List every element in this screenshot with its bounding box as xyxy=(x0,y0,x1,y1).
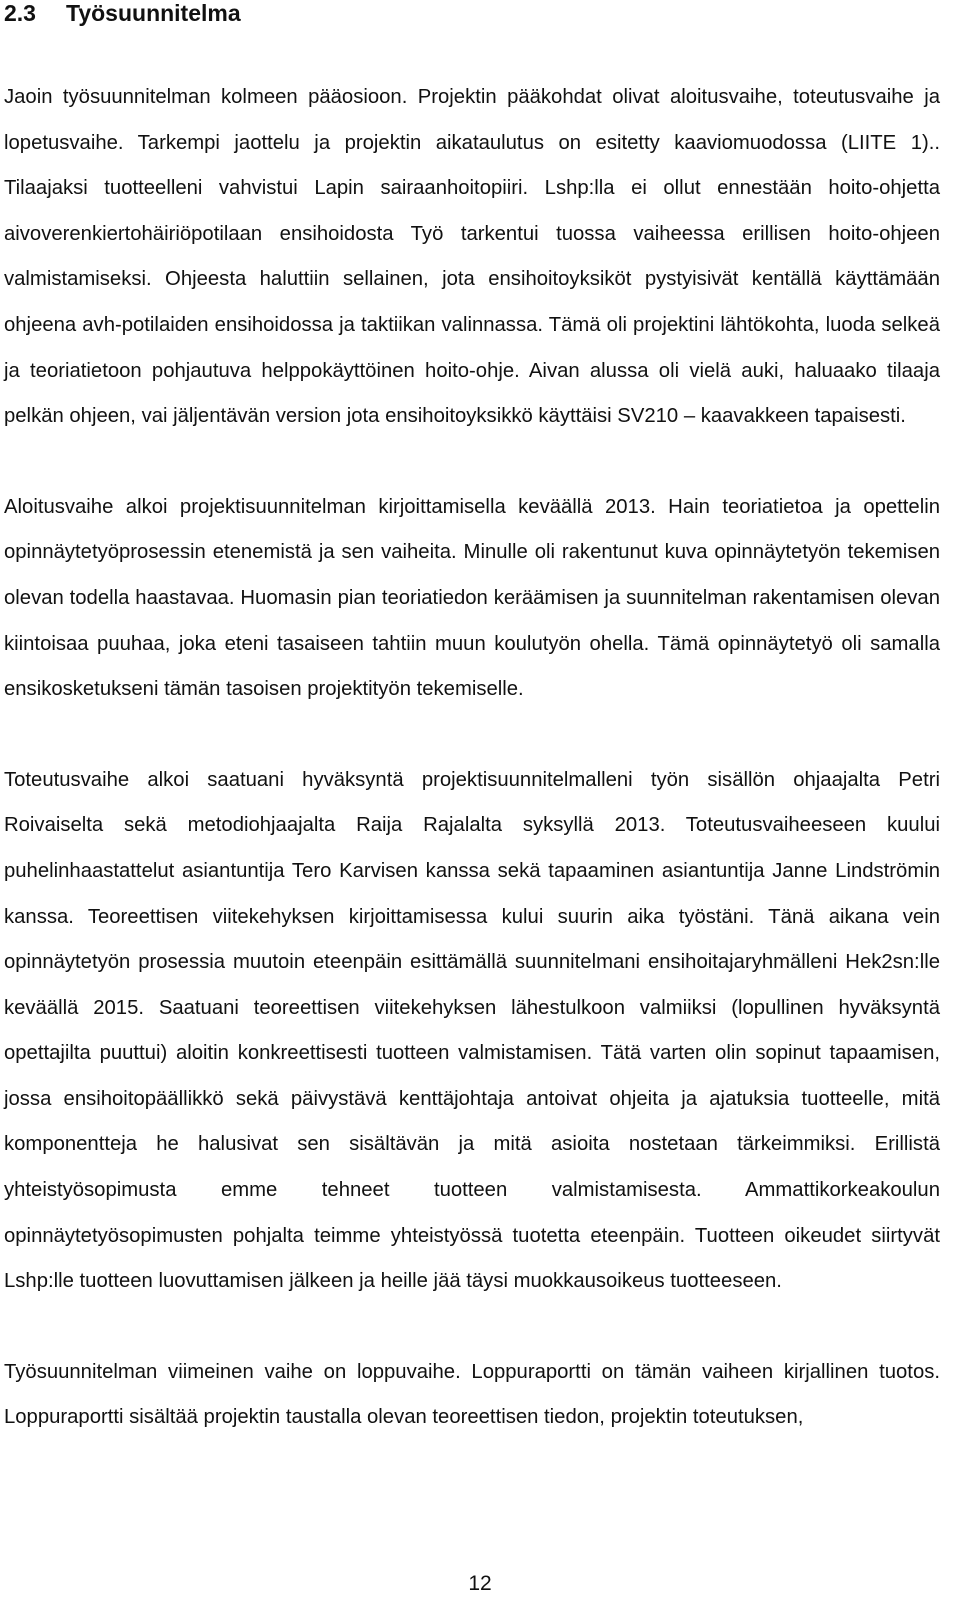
paragraph-work-plan-intro: Jaoin työsuunnitelman kolmeen pääosioon. Projektin pääkohdat olivat aloitusvaihe, toteutusvaihe ja lopetusvaihe. Tarkempi jaottelu ja projektin aikataulutus on esitetty kaaviomuodossa (LIITE 1).. Tilaajaksi tuotteelleni vahvistui Lapin sairaanhoitopiiri. Lshp:lla ei ollut ennestään hoito-ohjetta aivoverenkiertohäiriöpotilaan ensihoidosta Työ tarkentui tuossa vaiheessa erillisen hoito-ohjeen valmistamiseksi. Ohjeesta haluttiin sellainen, jota ensihoitoyksiköt pystyisivät kentällä käyttämään ohjeena avh-potilaiden ensihoidossa ja taktiikan valinnassa. Tämä oli projektini lähtökohta, luoda selkeä ja teoriatietoon pohjautuva helppokäyttöinen hoito-ohje. Aivan alussa oli vielä auki, haluaako tilaaja pelkän ohjeen, vai jäljentävän version jota ensihoitoyksikkö käyttäisi SV210 – kaavakkeen tapaisesti. xyxy=(4,86,940,428)
section-title: Työsuunnitelma xyxy=(66,0,241,26)
section-heading xyxy=(4,0,940,30)
page-number: 12 xyxy=(468,1572,492,1595)
paragraph-start-phase: Aloitusvaihe alkoi projektisuunnitelman kirjoittamisella keväällä 2013. Hain teoriatietoa ja opettelin opinnäytetyöprosessin etenemistä ja sen vaiheita. Minulle oli rakentunut kuva opinnäytetyön tekemisen olevan todella haastavaa. Huomasin pian teoriatiedon keräämisen ja suunnitelman rakentamisen olevan kiintoisaa puuhaa, joka eteni tasaiseen tahtiin muun koulutyön ohella. Tämä opinnäytetyö oli samalla ensikosketukseni tämän tasoisen projektityön tekemiselle. xyxy=(4,495,940,701)
section-number: 2.3 xyxy=(4,0,36,26)
paragraph-implementation-phase: Toteutusvaihe alkoi saatuani hyväksyntä projektisuunnitelmalleni työn sisällön ohjaajalta Petri Roivaiselta sekä metodiohjaajalta Raija Rajalalta syksyllä 2013. Toteutusvaiheeseen kuului puhelinhaastattelut asiantuntija Tero Karvisen kanssa sekä tapaaminen asiantuntija Janne Lindströmin kanssa. Teoreettisen viitekehyksen kirjoittamisessa kului suurin aika työstäni. Tänä aikana vein opinnäytetyön prosessia muutoin eteenpäin esittämällä suunnitelmani ensihoitajaryhmälleni Hek2sn:lle keväällä 2015. Saatuani teoreettisen viitekehyksen lähestulkoon valmiiksi (lopullinen hyväksyntä opettajilta puuttui) aloitin konkreettisesti tuotteen valmistamisen. Tätä varten olin sopinut tapaamisen, jossa ensihoitopäällikkö sekä päivystävä kenttäjohtaja antoivat ohjeita ja ajatuksia tuotteelle, mitä komponentteja he halusivat sen sisältävän ja mitä asioita nostetaan tärkeimmiksi. Erillistä yhteistyösopimusta emme tehneet tuotteen valmistamisesta. Ammattikorkeakoulun opinnäytetyösopimusten pohjalta teimme yhteistyössä tuotetta eteenpäin. Tuotteen oikeudet siirtyvät Lshp:lle tuotteen luovuttamisen jälkeen ja heille jää täysi muokkausoikeus tuotteeseen. xyxy=(4,768,940,1293)
paragraph-final-phase: Työsuunnitelman viimeinen vaihe on loppuvaihe. Loppuraportti on tämän vaiheen kirjallinen tuotos. Loppuraportti sisältää projektin taustalla olevan teoreettisen tiedon, projektin toteutuksen, xyxy=(4,1360,940,1429)
